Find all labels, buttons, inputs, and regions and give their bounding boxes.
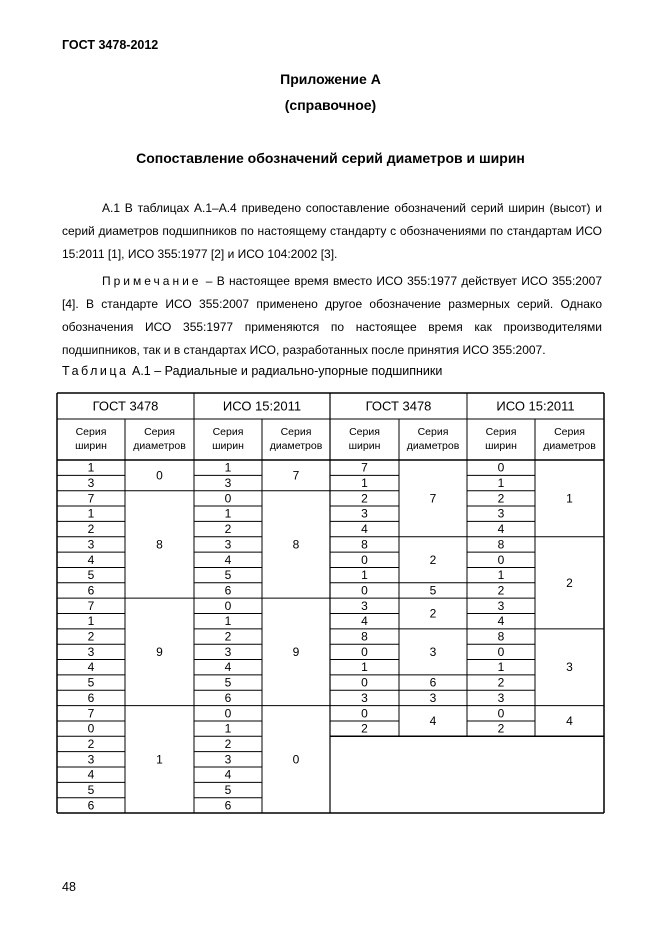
width-series-cell: 4: [87, 660, 95, 675]
width-series-cell: 5: [87, 783, 95, 798]
width-series-cell: 2: [87, 629, 95, 644]
group-header: ГОСТ 3478: [92, 398, 159, 414]
width-series-cell: 6: [87, 690, 95, 705]
width-series-cell: 1: [87, 460, 95, 475]
width-series-cell: 4: [497, 522, 505, 537]
width-series-cell: 4: [224, 552, 232, 567]
width-series-cell: 1: [361, 660, 368, 675]
width-series-cell: 1: [361, 568, 368, 583]
sub-header-line: ширин: [212, 440, 244, 452]
width-series-cell: 4: [361, 522, 368, 537]
width-series-cell: 3: [224, 476, 232, 491]
width-series-cell: 1: [224, 721, 232, 736]
width-series-cell: 0: [497, 552, 505, 567]
width-series-cell: 0: [497, 644, 505, 659]
width-series-cell: 8: [361, 537, 368, 552]
sub-header-line: Серия: [75, 426, 107, 438]
width-series-cell: 0: [224, 598, 232, 613]
diameter-series-cell: 3: [566, 660, 573, 675]
paragraph-a1-text: А.1 В таблицах А.1–А.4 приведено сопоставление обозначений серий ширин (высот) и серий диаметров подшипников по настоящему стандарту с обозначениями по стандартам ИСО 15:2011 [1], ИСО 355:1977 [2] и ИСО 104:2002 [3].: [62, 201, 602, 261]
diameter-series-cell: 5: [429, 583, 437, 598]
width-series-cell: 5: [224, 568, 232, 583]
width-series-cell: 3: [87, 752, 95, 767]
diameter-series-cell: 2: [429, 552, 437, 567]
diameter-series-cell: 4: [429, 713, 437, 728]
diameter-series-cell: 1: [156, 752, 163, 767]
width-series-cell: 0: [497, 706, 505, 721]
width-series-cell: 1: [87, 614, 95, 629]
width-series-cell: 0: [361, 583, 368, 598]
sub-header-line: ширин: [348, 440, 381, 452]
diameter-series-cell: 7: [292, 468, 300, 483]
width-series-cell: 2: [497, 583, 505, 598]
width-series-cell: 1: [497, 568, 505, 583]
diameter-series-cell: 2: [429, 606, 437, 621]
group-header: ГОСТ 3478: [365, 398, 432, 414]
note-text: – В настоящее время вместо ИСО 355:1977 действует ИСО 355:2007 [4]. В стандарте ИСО 355:2007 применено другое обозначение размерных серий. Однако обозначения ИСО 355:1977 применяются по настоящее время как производителями подшипников, так и в стандартах ИСО, разработанных после принятия ИСО 355:2007.: [62, 274, 602, 357]
width-series-cell: 1: [224, 460, 232, 475]
diameter-series-cell: 3: [429, 690, 437, 705]
width-series-cell: 8: [497, 629, 505, 644]
sub-header-line: ширин: [75, 440, 107, 452]
sub-header-line: Серия: [554, 426, 585, 438]
sub-header-line: Серия: [144, 426, 175, 438]
width-series-cell: 3: [87, 644, 95, 659]
width-series-cell: 6: [224, 690, 232, 705]
width-series-cell: 1: [87, 506, 95, 521]
width-series-cell: 2: [87, 736, 95, 751]
width-series-cell: 3: [361, 690, 368, 705]
width-series-cell: 2: [361, 491, 368, 506]
section-title: Сопоставление обозначений серий диаметров и ширин: [136, 150, 525, 166]
appendix-title: Приложение А: [280, 71, 381, 87]
series-comparison-table: [56, 392, 606, 838]
appendix-subtitle: (справочное): [284, 97, 377, 113]
width-series-cell: 4: [224, 660, 232, 675]
width-series-cell: 7: [361, 460, 368, 475]
width-series-cell: 4: [87, 767, 95, 782]
width-series-cell: 6: [87, 583, 95, 598]
width-series-cell: 2: [224, 522, 232, 537]
sub-header-line: Серия: [349, 426, 380, 438]
sub-header-line: диаметров: [133, 440, 186, 452]
width-series-cell: 4: [497, 614, 505, 629]
group-header: ИСО 15:2011: [496, 398, 575, 414]
width-series-cell: 1: [497, 660, 505, 675]
width-series-cell: 4: [224, 767, 232, 782]
width-series-cell: 2: [497, 491, 505, 506]
width-series-cell: 0: [361, 706, 368, 721]
diameter-series-cell: 0: [156, 468, 163, 483]
sub-header-line: ширин: [485, 440, 517, 452]
sub-header-line: диаметров: [406, 440, 460, 452]
note-label: Примечание: [102, 274, 202, 288]
diameter-series-cell: 7: [429, 491, 437, 506]
width-series-cell: 0: [224, 706, 232, 721]
group-header: ИСО 15:2011: [222, 398, 302, 414]
width-series-cell: 3: [497, 506, 505, 521]
diameter-series-cell: 3: [429, 644, 437, 659]
diameter-series-cell: 4: [566, 713, 573, 728]
width-series-cell: 3: [87, 476, 95, 491]
width-series-cell: 1: [361, 476, 368, 491]
table-caption-label: Таблица: [62, 364, 129, 378]
width-series-cell: 3: [87, 537, 95, 552]
paragraph-a1: [62, 197, 602, 266]
width-series-cell: 8: [361, 629, 368, 644]
width-series-cell: 3: [361, 598, 368, 613]
width-series-cell: 2: [87, 522, 95, 537]
width-series-cell: 0: [361, 552, 368, 567]
width-series-cell: 6: [224, 583, 232, 598]
width-series-cell: 7: [87, 706, 95, 721]
width-series-cell: 4: [361, 614, 368, 629]
width-series-cell: 1: [497, 476, 505, 491]
table-caption-text: А.1 – Радиальные и радиально-упорные подшипники: [128, 364, 443, 378]
note-paragraph: [62, 270, 602, 362]
width-series-cell: 0: [361, 644, 368, 659]
width-series-cell: 6: [224, 798, 232, 813]
sub-header-line: диаметров: [543, 440, 596, 452]
width-series-cell: 0: [224, 491, 232, 506]
width-series-cell: 3: [497, 598, 505, 613]
width-series-cell: 2: [224, 629, 232, 644]
width-series-cell: 8: [497, 537, 505, 552]
width-series-cell: 0: [87, 721, 95, 736]
sub-header-line: Серия: [417, 426, 449, 438]
width-series-cell: 7: [87, 491, 95, 506]
width-series-cell: 1: [224, 614, 232, 629]
sub-header-line: Серия: [280, 426, 312, 438]
table-caption: [62, 364, 442, 378]
width-series-cell: 6: [87, 798, 95, 813]
width-series-cell: 2: [361, 721, 368, 736]
width-series-cell: 2: [224, 736, 232, 751]
width-series-cell: 7: [87, 598, 95, 613]
width-series-cell: 1: [224, 506, 232, 521]
width-series-cell: 5: [87, 675, 95, 690]
width-series-cell: 3: [497, 690, 505, 705]
sub-header-line: Серия: [212, 426, 244, 438]
diameter-series-cell: 9: [156, 644, 163, 659]
diameter-series-cell: 6: [429, 675, 437, 690]
document-code: ГОСТ 3478-2012: [62, 38, 159, 52]
sub-header-line: Серия: [485, 426, 517, 438]
diameter-series-cell: 0: [292, 752, 300, 767]
sub-header-line: диаметров: [269, 440, 323, 452]
width-series-cell: 3: [224, 537, 232, 552]
diameter-series-cell: 8: [156, 537, 163, 552]
width-series-cell: 3: [361, 506, 368, 521]
diameter-series-cell: 1: [566, 491, 573, 506]
width-series-cell: 5: [224, 675, 232, 690]
diameter-series-cell: 9: [292, 644, 300, 659]
width-series-cell: 2: [497, 721, 505, 736]
width-series-cell: 4: [87, 552, 95, 567]
width-series-cell: 3: [224, 644, 232, 659]
width-series-cell: 2: [497, 675, 505, 690]
width-series-cell: 5: [87, 568, 95, 583]
page-number: 48: [62, 880, 76, 894]
diameter-series-cell: 8: [292, 537, 300, 552]
width-series-cell: 3: [224, 752, 232, 767]
width-series-cell: 5: [224, 783, 232, 798]
diameter-series-cell: 2: [566, 575, 573, 590]
width-series-cell: 0: [361, 675, 368, 690]
width-series-cell: 0: [497, 460, 505, 475]
